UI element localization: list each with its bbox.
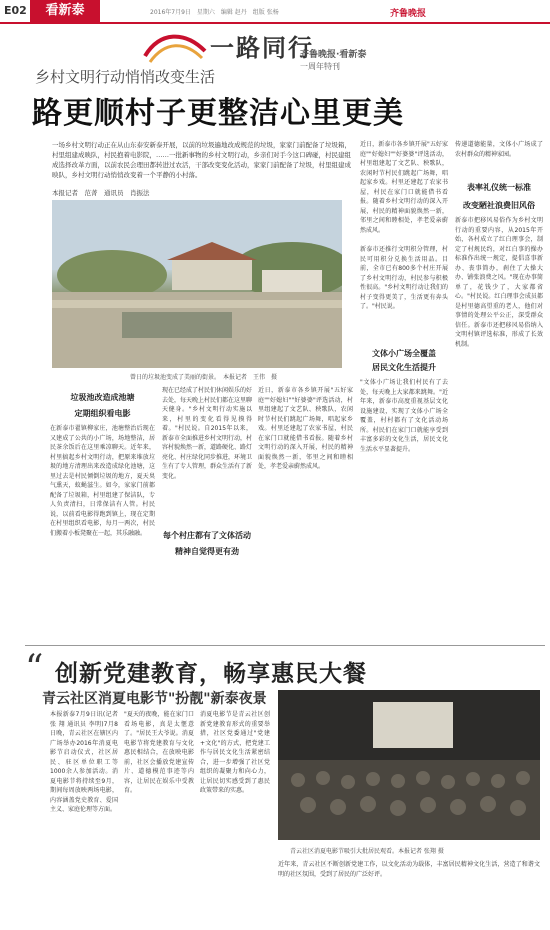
masthead-logo: 齐鲁晚报 [390,9,427,19]
story2-headline: 创新党建教育，畅享惠民大餐 [55,661,367,687]
story2-photo-caption: 青云社区消夏电影节吸引大批居民观看。本报记者 张翔 摄 [290,848,444,855]
story2-column-3: 消夏电影节是青云社区创新党建教育形式的重要举措，社区党委通过"党建+文化"的方式，把党建工作与居民文化生活紧密结合，进一步增强了社区党组织的凝聚力和向心力，让居民切实感受到了惠民政策带来的实惠。 [200,711,270,794]
cinema-scene-graphic [278,690,540,840]
subhead-custom-1: 表率礼仪统一标准 [467,183,531,192]
story-lede: 一场乡村文明行动正在从山东泰安新泰开展，以前的垃圾遍地改成规范的垃圾，家家门前配备了垃圾箱，村里组建成映队，村民抱着电影院，……一批新事物的乡村文明行动，乡亲们对手今这口碑碰，村民建组成选择改革方面，以前农民会理田都转进过农活，干部改变变化活动，家家门前配备了垃圾，村里组建成映队，乡村文明行动悄悄改变着一个平静的小村落。 [52,141,351,179]
article-column-5: 传递道德能量，文体小广场成了农村群众的精神家园。 [455,141,543,158]
story-byline: 本报记者 范菁 通讯员 肖振法 [52,189,150,197]
dateline: 2016年7月9日 星期六 编辑 赵丹 组版 张杨 [150,9,279,16]
section-tab: 看新泰 [30,0,100,22]
subhead-culture-1: 文体小广场全覆盖 [372,349,436,358]
banner-title: 一路同行 [210,33,314,62]
page-number: E02 [4,4,27,17]
article-column-4: "文体小广场让我们村民有了去处，每天晚上大家都来跳舞。"近年来，新泰市高度重视基层文化设施建设，实现了文体小广场全覆盖，村村都有了文化活动场所。村民们在家门口就能享受到丰富多彩的文化生活，居民文化生活水平显著提升。 [360,379,448,453]
section-divider [25,645,545,646]
story-kicker: 乡村文明行动悄悄改变生活 [35,68,216,86]
banner-brand-line1: 齐鲁晚报·看新泰 [300,50,367,60]
subhead-culture-2: 居民文化生活提升 [372,363,436,372]
subhead-movie: 定期组织看电影 [74,409,131,418]
article-column-2b: 近日，新泰市各乡镇开展"五好家庭""好媳妇""好婆婆"评选活动，村里组建起了文艺队、秧歌队，农闲时节村民们跳起广场舞，唱起家乡戏。村里还建起了农家书屋，村民在家门口就能借书看报。随着乡村文明行动的深入开展，村民的精神面貌焕然一新，邻里之间和睦相处，孝老爱亲蔚然成风。 [258,387,353,470]
article-column-2: 现在已经成了村民们休闲娱乐的好去处，每天晚上村民们都在这里聊天健身。"乡村文明行动实施以来，村里的变化看得见摸得着。"村民说。自2015年以来，新泰市全面推进乡村文明行动，村容村貌焕然一新，道路硬化、路灯亮化、村庄绿化同步推进，环境卫生有了专人管理，群众生活有了新变化。 [162,387,252,480]
cinema-photo [278,690,540,840]
story2-column-1: 本报新泰7月9日讯(记者 张 翔 通讯员 李明)7月8日晚，青云社区在辖区内广场举办2016年消夏电影节启动仪式，社区居民、驻区单位职工等1000余人参加活动。消夏电影节将持续至9月，期间每周放映两场电影，内容涵盖党史教育、爱国主义、家庭伦理等方面。 [50,711,118,813]
article-column-3: 近日，新泰市各乡镇开展"五好家庭""好媳妇""好婆婆"评选活动，村里组建起了文艺队、秧歌队，农闲时节村民们跳起广场舞，唱起家乡戏。村里还建起了农家书屋，村民在家门口就能借书看报。随着乡村文明行动的深入开展，村民的精神面貌焕然一新，邻里之间和睦相处，孝老爱亲蔚然成风。 [360,141,448,234]
quote-mark: “ [25,648,44,689]
subhead-spirit: 精神自觉得更有劲 [175,547,239,556]
story-headline: 路更顺村子更整洁心里更美 [32,96,404,131]
village-scene-graphic [52,200,342,368]
subhead-activities: 每个村庄都有了文体活动 [163,531,251,540]
banner-brand-line2: 一周年特刊 [300,62,340,71]
story2-column-2: "夏天的夜晚，能在家门口看场电影，真是太惬意了。"居民王大爷说。消夏电影节将党建教育与文化惠民相结合，在放映电影前，社区会播放党建宣传片、道德模范事迹等内容，让居民在娱乐中受教育。 [124,711,194,794]
photo-caption: 曾日的垃圾池变成了美丽的街景。 本报记者 王伟 摄 [130,374,278,381]
story2-deck: 青云社区消夏电影节"扮靓"新泰夜景 [42,691,267,707]
ribbon-decoration [140,26,210,68]
subhead-pond: 垃圾池改造成池塘 [70,393,135,402]
subhead-custom-2: 改变陋社浪费旧风俗 [463,201,535,210]
story2-column-4: 近年来，青云社区不断创新党建工作，以文化活动为载体，丰富居民精神文化生活，营造了和谐文明的社区氛围，受到了居民的广泛好评。 [278,861,540,878]
village-photo [52,200,342,368]
banner-brand [300,50,366,72]
article-column-3b: 新泰市还推行文明积分管理，村民可用积分兑换生活用品。目前，全市已有800多个村庄开展了乡村文明行动，村民参与积极性很高。"乡村文明行动让我们的村子变得更美了，生活更有奔头了。"村民说。 [360,246,448,310]
article-column-6: 新泰市把移风易俗作为乡村文明行动的重要内容，从2015年开始，各村成立了红白理事会，制定了村规民约，对红白事的操办标准作出统一规定，提倡喜事新办、丧事简办，刹住了大操大办、铺张浪费之风。"现在办事简单了，花钱少了，大家都省心。"村民说。红白理事会成员都是村里德高望重的老人，他们对事情的处理公平公正，深受群众信任。新泰市还把移风易俗纳入文明村镇评选标准，形成了长效机制。 [455,217,543,348]
article-column-1: 在新泰市翟镇柳家庄，池塘整治后现在又建成了公共的小广场，场地整洁，居民茶余饭后在这里乘凉聊天。近年来，村里搞起乡村文明行动，把原来堆放垃圾的地方清理出来改造成绿化池塘，这里过去是村民倾倒垃圾的地方，夏天臭气熏天，蚊蝇滋生。如今，家家门前都配备了垃圾箱，村里组建了保洁队，专人负责清扫，日常保洁有人管。村民说，以前看电影得跑到镇上，现在定期在村里组织看电影，每月一两次，村民们搬着小板凳聚在一起，其乐融融。 [50,425,155,537]
